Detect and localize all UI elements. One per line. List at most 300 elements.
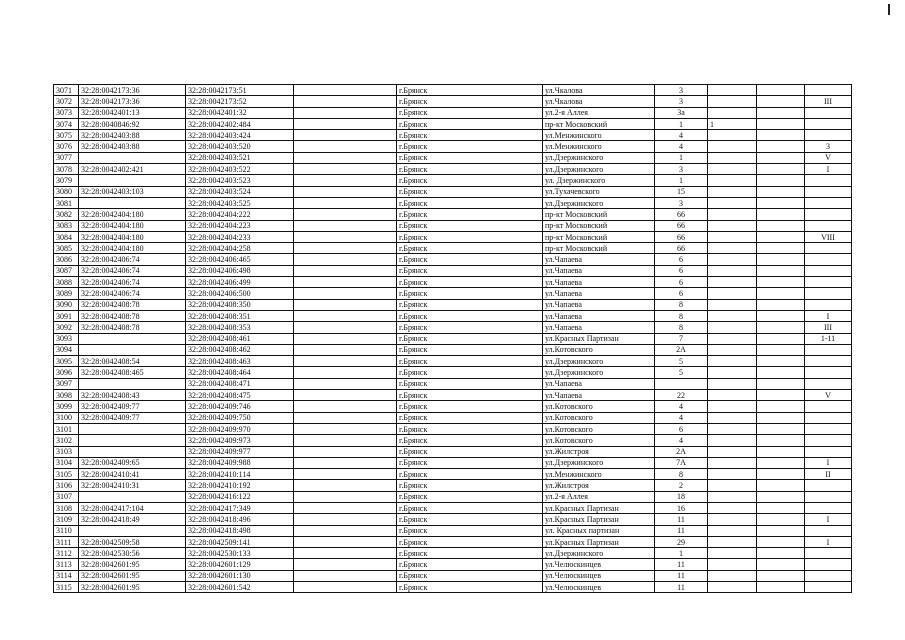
cadastral-number-2: 32:28:0042406:465: [186, 254, 294, 265]
city-cell: г.Брянск: [397, 310, 543, 321]
city-cell: г.Брянск: [397, 502, 543, 513]
street-cell: ул.Челюскинцев: [543, 582, 655, 593]
street-cell: ул.Котовского: [543, 412, 655, 423]
house-cell: 6: [655, 423, 708, 434]
table-row: [54, 525, 852, 536]
registry-rows: [54, 85, 852, 593]
extra-cell: [708, 299, 757, 310]
house-cell: [655, 378, 708, 389]
city-cell: г.Брянск: [397, 107, 543, 118]
cadastral-number-1: 32:28:0042406:74: [79, 288, 186, 299]
row-number: 3074: [54, 118, 79, 129]
table-row: [54, 152, 852, 163]
extra-cell: [708, 559, 757, 570]
empty-cell: [757, 491, 805, 502]
city-cell: г.Брянск: [397, 356, 543, 367]
extra-cell: [708, 265, 757, 276]
city-cell: г.Брянск: [397, 378, 543, 389]
cadastral-number-1: 32:28:0042408:43: [79, 390, 186, 401]
table-row: [54, 570, 852, 581]
extra-cell: [708, 491, 757, 502]
cadastral-number-1: [79, 446, 186, 457]
street-cell: ул.2-я Аллея: [543, 107, 655, 118]
empty-cell: [294, 559, 397, 570]
cadastral-number-1: [79, 378, 186, 389]
city-cell: г.Брянск: [397, 390, 543, 401]
extra-cell: [708, 457, 757, 468]
empty-cell: [294, 107, 397, 118]
house-cell: 2: [655, 480, 708, 491]
extra-cell: [708, 85, 757, 96]
city-cell: г.Брянск: [397, 559, 543, 570]
empty-cell: [757, 118, 805, 129]
corpus-cell: [805, 502, 852, 513]
cadastral-number-2: 32:28:0042404:222: [186, 209, 294, 220]
table-row: [54, 502, 852, 513]
house-cell: 3а: [655, 107, 708, 118]
empty-cell: [757, 310, 805, 321]
empty-cell: [294, 277, 397, 288]
table-row: [54, 310, 852, 321]
city-cell: г.Брянск: [397, 536, 543, 547]
house-cell: 18: [655, 491, 708, 502]
house-cell: 11: [655, 514, 708, 525]
cadastral-number-2: 32:28:0042408:475: [186, 390, 294, 401]
house-cell: 22: [655, 390, 708, 401]
corpus-cell: [805, 197, 852, 208]
cadastral-number-1: [79, 423, 186, 434]
cadastral-number-1: 32:28:0042406:74: [79, 265, 186, 276]
row-number: 3105: [54, 469, 79, 480]
street-cell: ул.Дзержинского: [543, 367, 655, 378]
city-cell: г.Брянск: [397, 525, 543, 536]
empty-cell: [757, 356, 805, 367]
cadastral-number-1: 32:28:0042403:88: [79, 141, 186, 152]
house-cell: 15: [655, 186, 708, 197]
cadastral-number-2: 32:28:0042173:52: [186, 96, 294, 107]
street-cell: пр-кт Московский: [543, 220, 655, 231]
table-row: [54, 299, 852, 310]
house-cell: 4: [655, 412, 708, 423]
row-number: 3099: [54, 401, 79, 412]
extra-cell: [708, 164, 757, 175]
empty-cell: [294, 548, 397, 559]
corpus-cell: V: [805, 152, 852, 163]
cadastral-number-1: 32:28:0042406:74: [79, 254, 186, 265]
city-cell: г.Брянск: [397, 299, 543, 310]
empty-cell: [757, 333, 805, 344]
street-cell: ул. Дзержинского: [543, 175, 655, 186]
city-cell: г.Брянск: [397, 288, 543, 299]
house-cell: 29: [655, 536, 708, 547]
city-cell: г.Брянск: [397, 344, 543, 355]
table-row: [54, 141, 852, 152]
row-number: 3071: [54, 85, 79, 96]
extra-cell: [708, 243, 757, 254]
empty-cell: [294, 412, 397, 423]
city-cell: г.Брянск: [397, 209, 543, 220]
row-number: 3083: [54, 220, 79, 231]
row-number: 3114: [54, 570, 79, 581]
empty-cell: [757, 322, 805, 333]
corpus-cell: [805, 265, 852, 276]
row-number: 3097: [54, 378, 79, 389]
city-cell: г.Брянск: [397, 231, 543, 242]
extra-cell: 1: [708, 118, 757, 129]
extra-cell: [708, 220, 757, 231]
cadastral-number-1: 32:28:0042403:88: [79, 130, 186, 141]
cadastral-number-1: 32:28:0042408:54: [79, 356, 186, 367]
empty-cell: [757, 423, 805, 434]
corpus-cell: I: [805, 514, 852, 525]
city-cell: г.Брянск: [397, 548, 543, 559]
row-number: 3087: [54, 265, 79, 276]
empty-cell: [757, 96, 805, 107]
extra-cell: [708, 175, 757, 186]
row-number: 3077: [54, 152, 79, 163]
cadastral-number-1: 32:28:0042408:78: [79, 299, 186, 310]
corpus-cell: [805, 491, 852, 502]
cadastral-number-2: 32:28:0042404:223: [186, 220, 294, 231]
street-cell: ул.Дзержинского: [543, 457, 655, 468]
extra-cell: [708, 254, 757, 265]
extra-cell: [708, 423, 757, 434]
row-number: 3076: [54, 141, 79, 152]
street-cell: ул.Котовского: [543, 435, 655, 446]
row-number: 3106: [54, 480, 79, 491]
empty-cell: [757, 525, 805, 536]
cadastral-number-1: [79, 333, 186, 344]
extra-cell: [708, 536, 757, 547]
house-cell: 11: [655, 525, 708, 536]
empty-cell: [294, 401, 397, 412]
house-cell: 3: [655, 197, 708, 208]
corpus-cell: [805, 356, 852, 367]
row-number: 3108: [54, 502, 79, 513]
house-cell: 3: [655, 96, 708, 107]
empty-cell: [757, 480, 805, 491]
row-number: 3086: [54, 254, 79, 265]
empty-cell: [294, 130, 397, 141]
cadastral-number-1: 32:28:0042404:180: [79, 231, 186, 242]
empty-cell: [757, 299, 805, 310]
table-row: [54, 265, 852, 276]
empty-cell: [294, 231, 397, 242]
empty-cell: [757, 401, 805, 412]
cadastral-number-2: 32:28:0042410:114: [186, 469, 294, 480]
empty-cell: [294, 423, 397, 434]
city-cell: г.Брянск: [397, 514, 543, 525]
house-cell: 4: [655, 401, 708, 412]
city-cell: г.Брянск: [397, 243, 543, 254]
row-number: 3113: [54, 559, 79, 570]
corpus-cell: [805, 367, 852, 378]
empty-cell: [294, 344, 397, 355]
cadastral-number-2: 32:28:0042417:349: [186, 502, 294, 513]
city-cell: г.Брянск: [397, 367, 543, 378]
house-cell: 66: [655, 220, 708, 231]
corpus-cell: [805, 525, 852, 536]
corpus-cell: [805, 570, 852, 581]
extra-cell: [708, 570, 757, 581]
cadastral-number-2: 32:28:0042409:988: [186, 457, 294, 468]
corpus-cell: [805, 254, 852, 265]
cadastral-number-1: 32:28:0042408:78: [79, 310, 186, 321]
cadastral-number-2: 32:28:0042408:461: [186, 333, 294, 344]
house-cell: 16: [655, 502, 708, 513]
table-row: [54, 288, 852, 299]
table-row: [54, 390, 852, 401]
city-cell: г.Брянск: [397, 197, 543, 208]
street-cell: ул.Жилстроя: [543, 480, 655, 491]
corpus-cell: [805, 344, 852, 355]
city-cell: г.Брянск: [397, 457, 543, 468]
cadastral-number-2: 32:28:0042418:496: [186, 514, 294, 525]
empty-cell: [757, 243, 805, 254]
table-row: [54, 118, 852, 129]
table-row: [54, 548, 852, 559]
table-row: [54, 356, 852, 367]
corpus-cell: [805, 277, 852, 288]
row-number: 3072: [54, 96, 79, 107]
table-row: [54, 344, 852, 355]
city-cell: г.Брянск: [397, 254, 543, 265]
cadastral-number-2: 32:28:0042409:973: [186, 435, 294, 446]
row-number: 3084: [54, 231, 79, 242]
corpus-cell: [805, 220, 852, 231]
cadastral-number-2: 32:28:0042406:500: [186, 288, 294, 299]
city-cell: г.Брянск: [397, 570, 543, 581]
house-cell: 6: [655, 288, 708, 299]
corpus-cell: [805, 559, 852, 570]
house-cell: 1: [655, 175, 708, 186]
cadastral-number-2: 32:28:0042601:129: [186, 559, 294, 570]
cadastral-number-2: 32:28:0042601:130: [186, 570, 294, 581]
empty-cell: [757, 559, 805, 570]
cadastral-number-1: 32:28:0042409:65: [79, 457, 186, 468]
table-row: [54, 197, 852, 208]
table-row: [54, 333, 852, 344]
house-cell: 4: [655, 130, 708, 141]
cadastral-number-1: 32:28:0042401:13: [79, 107, 186, 118]
city-cell: г.Брянск: [397, 469, 543, 480]
extra-cell: [708, 435, 757, 446]
cadastral-number-1: 32:28:0042418:49: [79, 514, 186, 525]
table-row: [54, 277, 852, 288]
house-cell: 66: [655, 209, 708, 220]
house-cell: 7А: [655, 457, 708, 468]
table-row: [54, 491, 852, 502]
cadastral-number-2: 32:28:0042403:521: [186, 152, 294, 163]
city-cell: г.Брянск: [397, 164, 543, 175]
corpus-cell: [805, 378, 852, 389]
extra-cell: [708, 96, 757, 107]
cadastral-number-2: 32:28:0042409:977: [186, 446, 294, 457]
street-cell: ул.Жилстроя: [543, 446, 655, 457]
street-cell: пр-кт Московский: [543, 118, 655, 129]
empty-cell: [757, 548, 805, 559]
edge-mark: [888, 4, 890, 15]
row-number: 3098: [54, 390, 79, 401]
house-cell: 66: [655, 231, 708, 242]
cadastral-number-1: 32:28:0042410:31: [79, 480, 186, 491]
house-cell: 3: [655, 85, 708, 96]
cadastral-number-2: 32:28:0042403:524: [186, 186, 294, 197]
empty-cell: [757, 164, 805, 175]
corpus-cell: I: [805, 536, 852, 547]
extra-cell: [708, 130, 757, 141]
street-cell: ул.Котовского: [543, 344, 655, 355]
table-row: [54, 130, 852, 141]
corpus-cell: II: [805, 469, 852, 480]
empty-cell: [757, 231, 805, 242]
empty-cell: [757, 378, 805, 389]
table-row: [54, 480, 852, 491]
empty-cell: [757, 344, 805, 355]
cadastral-number-2: 32:28:0042408:464: [186, 367, 294, 378]
corpus-cell: [805, 412, 852, 423]
house-cell: 7: [655, 333, 708, 344]
empty-cell: [294, 209, 397, 220]
street-cell: ул.Челюскинцев: [543, 559, 655, 570]
house-cell: 66: [655, 243, 708, 254]
corpus-cell: [805, 299, 852, 310]
house-cell: 5: [655, 367, 708, 378]
city-cell: г.Брянск: [397, 265, 543, 276]
house-cell: 3: [655, 164, 708, 175]
cadastral-number-1: [79, 435, 186, 446]
street-cell: ул.Дзержинского: [543, 356, 655, 367]
table-row: [54, 85, 852, 96]
extra-cell: [708, 322, 757, 333]
row-number: 3095: [54, 356, 79, 367]
empty-cell: [294, 457, 397, 468]
empty-cell: [757, 367, 805, 378]
row-number: 3092: [54, 322, 79, 333]
corpus-cell: [805, 288, 852, 299]
house-cell: 1: [655, 118, 708, 129]
cadastral-number-2: 32:28:0042406:498: [186, 265, 294, 276]
table-row: [54, 209, 852, 220]
cadastral-number-2: 32:28:0042601:542: [186, 582, 294, 593]
empty-cell: [294, 265, 397, 276]
cadastral-number-1: [79, 525, 186, 536]
row-number: 3082: [54, 209, 79, 220]
empty-cell: [294, 186, 397, 197]
table-row: [54, 175, 852, 186]
empty-cell: [294, 367, 397, 378]
street-cell: пр-кт Московский: [543, 209, 655, 220]
table-row: [54, 582, 852, 593]
empty-cell: [757, 457, 805, 468]
cadastral-number-2: 32:28:0042408:463: [186, 356, 294, 367]
table-row: [54, 435, 852, 446]
street-cell: ул.Чапаева: [543, 277, 655, 288]
row-number: 3078: [54, 164, 79, 175]
empty-cell: [294, 570, 397, 581]
row-number: 3075: [54, 130, 79, 141]
row-number: 3101: [54, 423, 79, 434]
extra-cell: [708, 197, 757, 208]
street-cell: ул.Чапаева: [543, 378, 655, 389]
empty-cell: [294, 118, 397, 129]
cadastral-number-1: 32:28:0042404:180: [79, 209, 186, 220]
street-cell: ул.Дзержинского: [543, 164, 655, 175]
house-cell: 4: [655, 141, 708, 152]
extra-cell: [708, 186, 757, 197]
cadastral-number-2: 32:28:0042402:484: [186, 118, 294, 129]
extra-cell: [708, 514, 757, 525]
cadastral-number-1: [79, 152, 186, 163]
extra-cell: [708, 333, 757, 344]
extra-cell: [708, 231, 757, 242]
house-cell: 8: [655, 299, 708, 310]
cadastral-number-1: [79, 175, 186, 186]
house-cell: 6: [655, 277, 708, 288]
street-cell: ул.Дзержинского: [543, 548, 655, 559]
table-row: [54, 559, 852, 570]
corpus-cell: V: [805, 390, 852, 401]
corpus-cell: III: [805, 322, 852, 333]
street-cell: ул.Чапаева: [543, 265, 655, 276]
table-row: [54, 423, 852, 434]
row-number: 3100: [54, 412, 79, 423]
extra-cell: [708, 582, 757, 593]
cadastral-number-1: 32:28:0042403:103: [79, 186, 186, 197]
street-cell: ул.Котовского: [543, 401, 655, 412]
empty-cell: [294, 96, 397, 107]
cadastral-number-1: 32:28:0042601:95: [79, 570, 186, 581]
table-row: [54, 367, 852, 378]
cadastral-number-2: 32:28:0042409:750: [186, 412, 294, 423]
cadastral-number-1: 32:28:0042404:180: [79, 220, 186, 231]
city-cell: г.Брянск: [397, 582, 543, 593]
cadastral-number-1: 32:28:0042410:41: [79, 469, 186, 480]
cadastral-number-1: 32:28:0042417:104: [79, 502, 186, 513]
empty-cell: [757, 446, 805, 457]
street-cell: ул.Чапаева: [543, 322, 655, 333]
table-row: [54, 220, 852, 231]
cadastral-number-2: 32:28:0042408:462: [186, 344, 294, 355]
empty-cell: [294, 536, 397, 547]
corpus-cell: [805, 130, 852, 141]
extra-cell: [708, 141, 757, 152]
cadastral-number-1: 32:28:0042409:77: [79, 401, 186, 412]
row-number: 3115: [54, 582, 79, 593]
corpus-cell: 1-11: [805, 333, 852, 344]
cadastral-number-2: 32:28:0042408:353: [186, 322, 294, 333]
row-number: 3079: [54, 175, 79, 186]
empty-cell: [294, 322, 397, 333]
city-cell: г.Брянск: [397, 175, 543, 186]
city-cell: г.Брянск: [397, 423, 543, 434]
row-number: 3109: [54, 514, 79, 525]
row-number: 3080: [54, 186, 79, 197]
empty-cell: [294, 446, 397, 457]
table-row: [54, 164, 852, 175]
cadastral-number-1: 32:28:0042404:180: [79, 243, 186, 254]
empty-cell: [757, 85, 805, 96]
street-cell: ул.Чкалова: [543, 85, 655, 96]
extra-cell: [708, 209, 757, 220]
street-cell: ул.Дзержинского: [543, 152, 655, 163]
empty-cell: [294, 582, 397, 593]
empty-cell: [757, 469, 805, 480]
street-cell: ул.Дзержинского: [543, 197, 655, 208]
extra-cell: [708, 446, 757, 457]
cadastral-number-1: 32:28:0042601:95: [79, 559, 186, 570]
empty-cell: [757, 390, 805, 401]
